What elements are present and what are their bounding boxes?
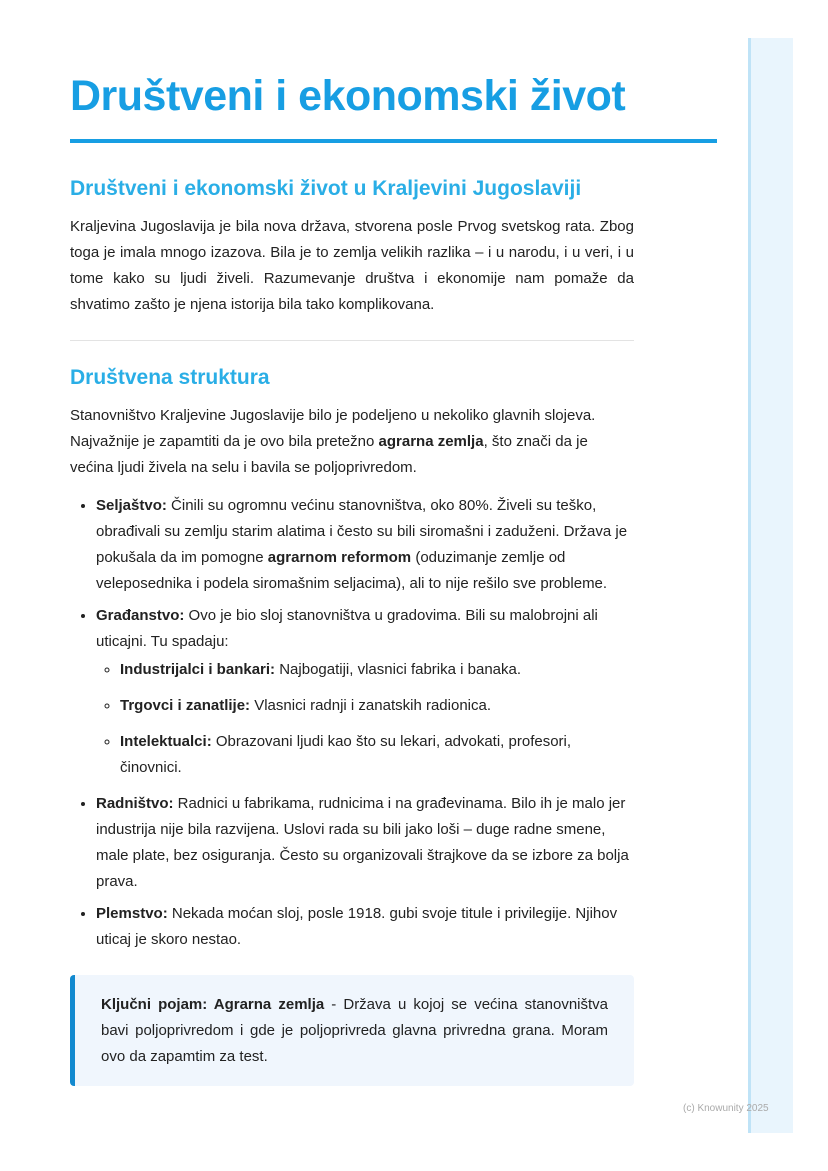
list-item <box>96 603 634 781</box>
key-concept-callout <box>70 975 634 1086</box>
term: Ključni pojam: Agrarna zemlja <box>101 996 325 1013</box>
term: Plemstvo: <box>96 905 168 922</box>
section-heading: Društvena struktura <box>70 366 270 389</box>
page-title: Društveni i ekonomski život <box>70 72 626 120</box>
list-item <box>96 791 634 895</box>
callout-text <box>101 992 608 1070</box>
term: Intelektualci: <box>120 733 212 750</box>
bold-term: agrarnom reformom <box>267 549 412 566</box>
text: Ovo je bio sloj stanovništva u gradovima. Bili su malobrojni ali uticajni. Tu spadaju: <box>96 607 598 650</box>
text: Stanovništvo Kraljevine Jugoslavije bilo je podeljeno u nekoliko glavnih slojeva. Najvažnije je zapamtiti da je ovo bila pretežno <box>70 407 596 450</box>
sub-list <box>96 657 634 781</box>
list-item <box>96 493 634 597</box>
divider <box>70 340 634 341</box>
list-item <box>96 901 634 953</box>
list-item <box>120 729 634 781</box>
term: Radništvo: <box>96 795 174 812</box>
class-list <box>70 493 634 953</box>
term: Industrijalci i bankari: <box>120 661 276 678</box>
section-heading: Društveni i ekonomski život u Kraljevini Jugoslaviji <box>70 177 582 200</box>
list-item <box>120 657 634 683</box>
list-item <box>120 693 634 719</box>
paragraph <box>70 403 634 481</box>
paragraph: Kraljevina Jugoslavija je bila nova država, stvorena posle Prvog svetskog rata. Zbog toga je imala mnogo izazova. Bila je to zemlja velikih razlika – i u narodu, i u veri, i u tome kako su ljudi živeli. Razumevanje društva i ekonomije nam pomaže da shvatimo zašto je njena istorija bila tako komplikovana. <box>70 218 634 313</box>
text: Najbogatiji, vlasnici fabrika i banaka. <box>275 661 522 678</box>
term: Građanstvo: <box>96 607 185 624</box>
text: Činili su ogromnu većinu stanovništva, oko 80%. Živeli su teško, obrađivali su zemlju starim alatima i često su bili siromašni i zaduženi. Država je pokušala da im pomogne <box>96 497 628 566</box>
footer-copyright: (c) Knowunity 2025 <box>683 1103 769 1114</box>
text: , što znači da je većina ljudi živela na selu i bavila se poljoprivredom. <box>70 433 588 476</box>
text: Nekada moćan sloj, posle 1918. gubi svoje titule i privilegije. Njihov uticaj je skoro nestao. <box>96 905 618 948</box>
title-rule <box>70 139 717 143</box>
term: Trgovci i zanatlije: <box>120 697 251 714</box>
text: Radnici u fabrikama, rudnicima i na građevinama. Bilo ih je malo jer industrija nije bila razvijena. Uslovi rada su bili jako loši – duge radne smene, male plate, bez osiguranja. Često su organizovali štrajkove da se izbore za bolja prava. <box>96 795 629 890</box>
side-strip <box>748 38 793 1133</box>
text: Vlasnici radnji i zanatskih radionica. <box>250 697 491 714</box>
text: Obrazovani ljudi kao što su lekari, advokati, profesori, činovnici. <box>120 733 572 776</box>
text: - Država u kojoj se većina stanovništva bavi poljoprivredom i gde je poljoprivreda glavna privredna grana. Moram ovo da zapamtim za test. <box>101 996 609 1065</box>
text: (oduzimanje zemlje od veleposednika i podela siromašnim seljacima), ali to nije rešilo sve probleme. <box>96 549 608 592</box>
term: Seljaštvo: <box>96 497 167 514</box>
bold-term: agrarna zemlja <box>378 433 484 450</box>
content <box>70 176 634 1086</box>
